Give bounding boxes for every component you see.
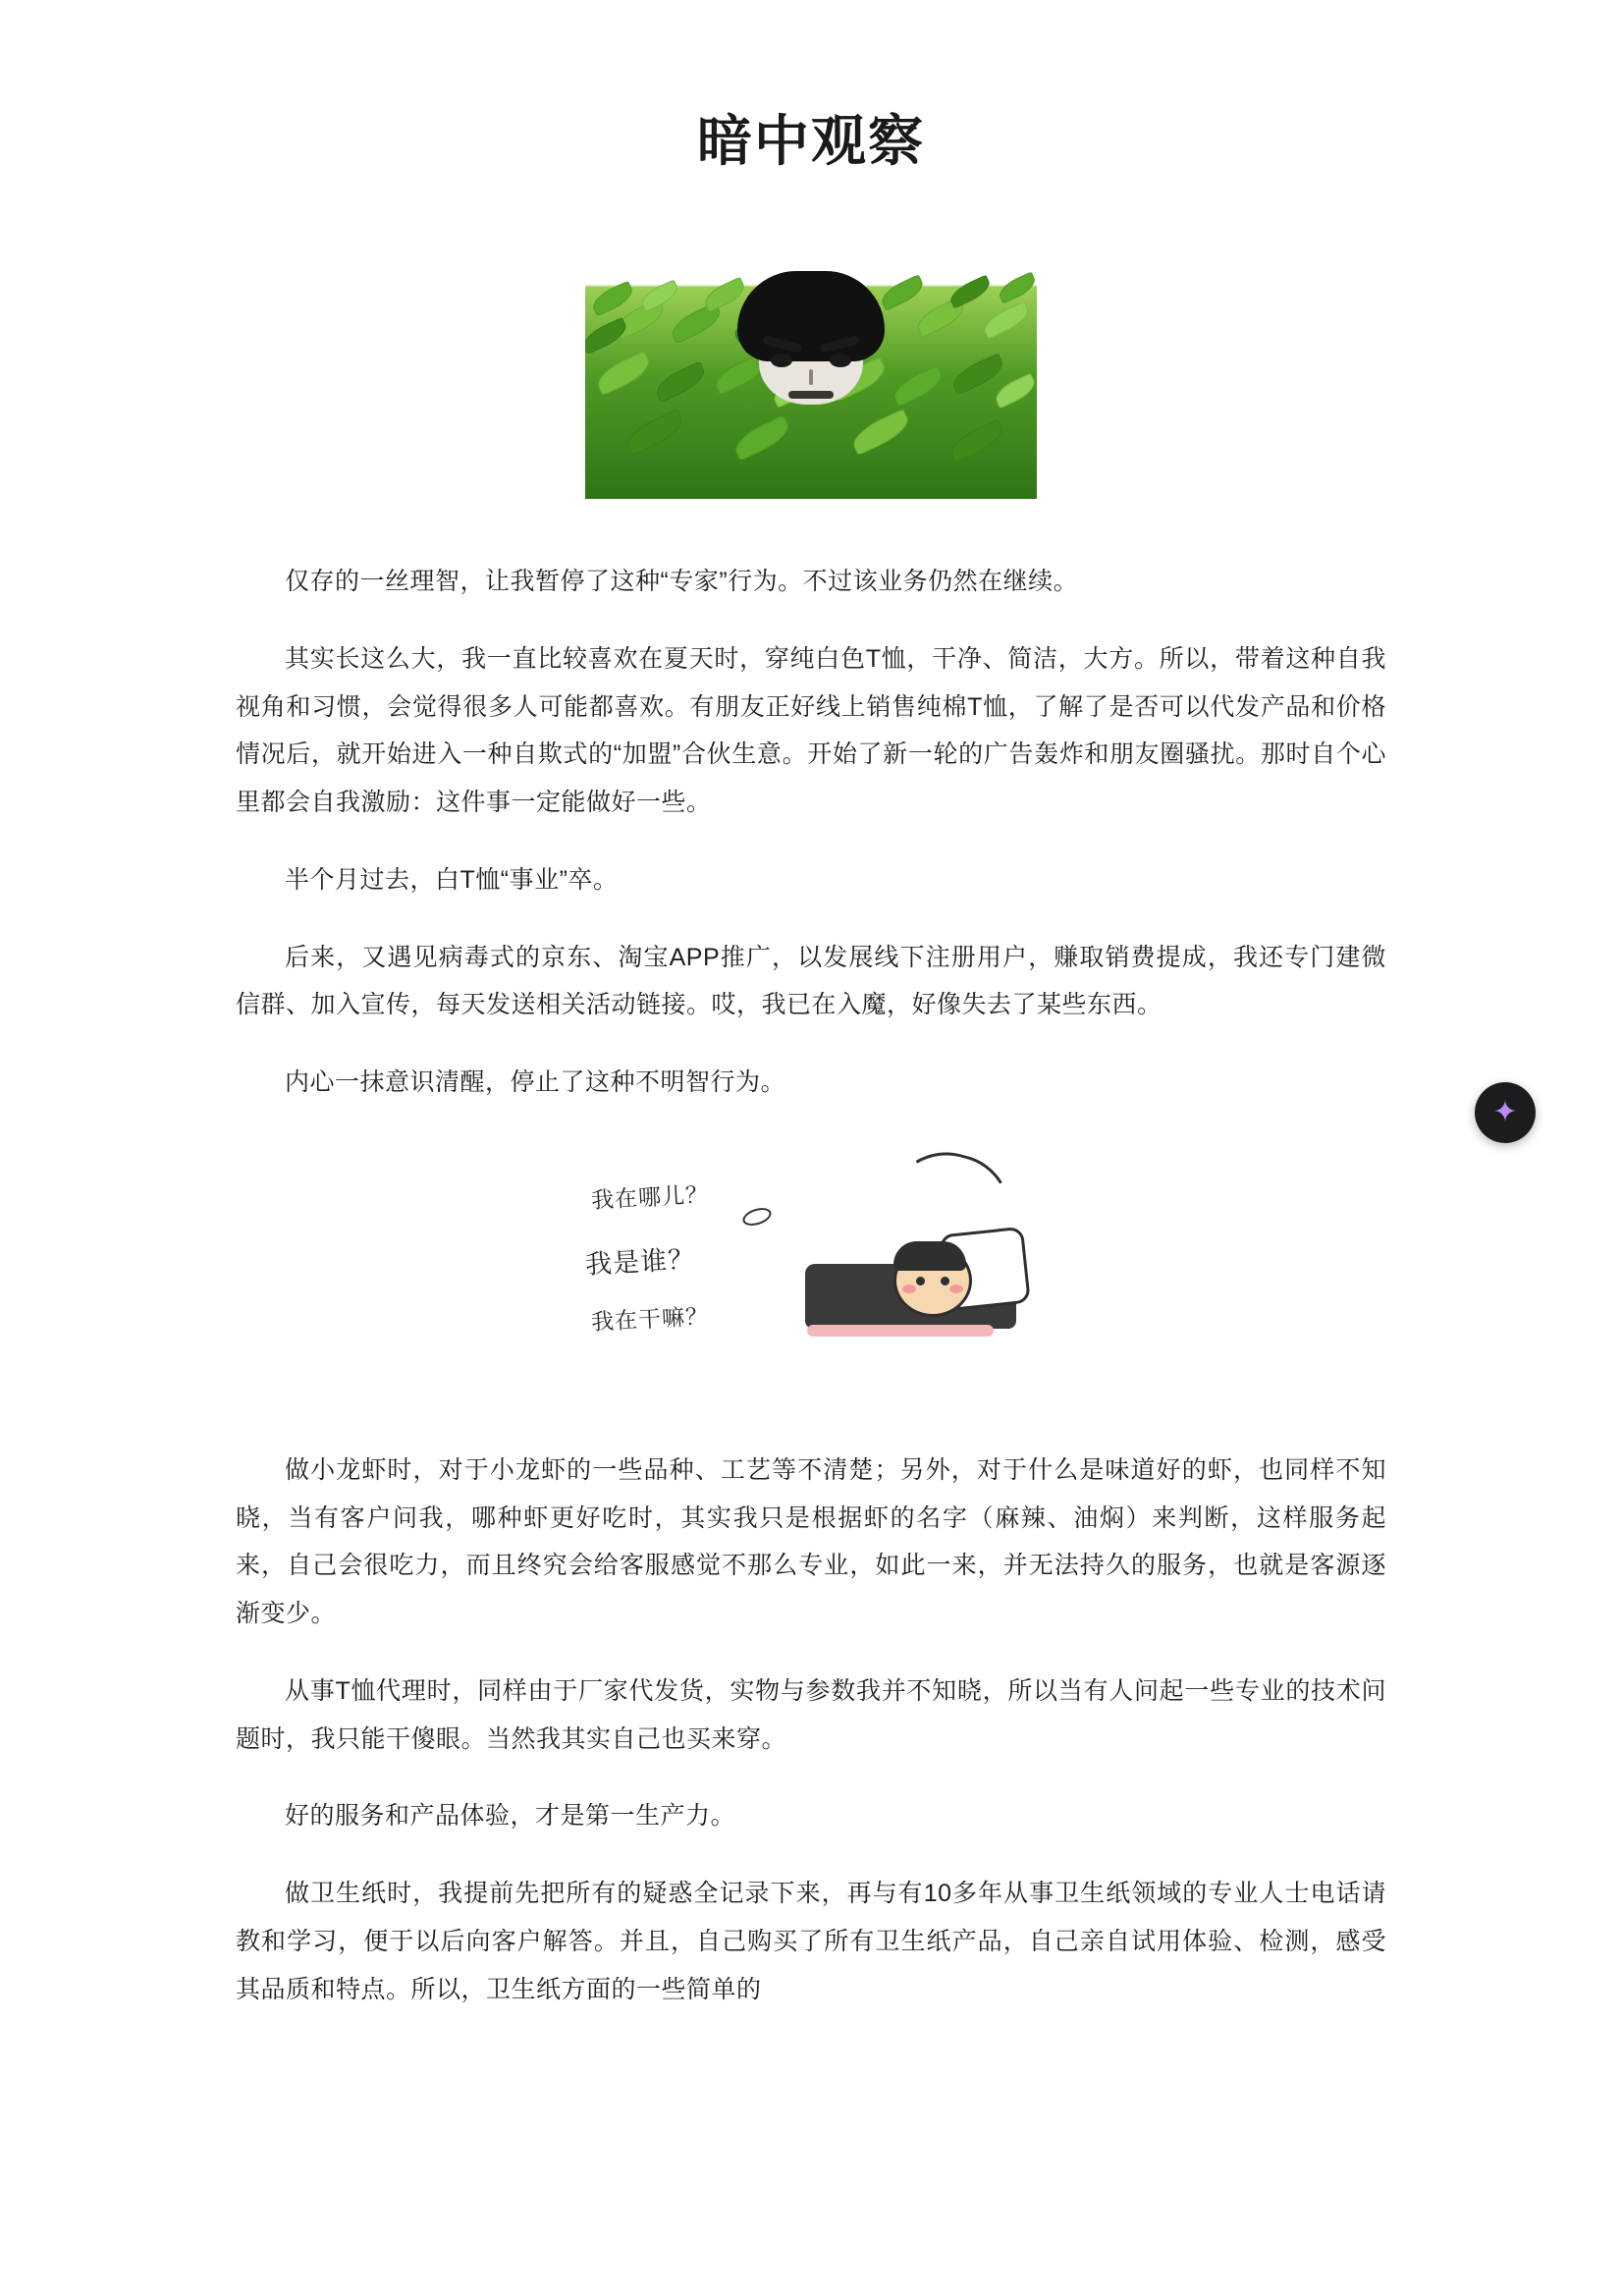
sketch-left-cheek [902, 1285, 916, 1293]
paragraph: 仅存的一丝理智，让我暂停了这种“专家”行为。不过该业务仍然在继续。 [285, 568, 1079, 595]
hedge-illustration-figure [0, 224, 1622, 499]
sketch-leaf-doodle [740, 1205, 773, 1229]
sketch-bed [805, 1201, 1031, 1339]
paragraph: 半个月过去，白T恤“事业”卒。 [285, 865, 619, 894]
sketch-text-line-2: 我是谁？ [584, 1243, 696, 1280]
sketch-text-line-3: 我在干嘛？ [590, 1303, 710, 1335]
left-eye [771, 354, 792, 367]
paragraph: 从事T恤代理时，同样由于厂家代发货，实物与参数我并不知晓，所以当有人问起一些专业的技术问题时，我只能干傻眼。当然我其实自己也买来穿。 [236, 1676, 1386, 1753]
paragraph: 做小龙虾时，对于小龙虾的一些品种、工艺等不清楚；另外，对于什么是味道好的虾，也同样不知晓，当有客户问我，哪种虾更好吃时，其实我只是根据虾的名字（麻辣、油焖）来判断，这样服务起来，自己会很吃力，而且终究会给客服感觉不那么专业，如此一来，并无法持久的服务，也就是客源逐渐变少。 [236, 1455, 1386, 1627]
page-title: 暗中观察 [697, 110, 925, 172]
sketch-text-line-1: 我在哪儿？ [590, 1181, 710, 1213]
face-hair [737, 271, 885, 361]
assistant-floating-button[interactable] [1475, 1082, 1536, 1143]
right-eye [830, 354, 851, 367]
sketch-hair [893, 1241, 966, 1271]
confused-person-sketch [585, 1154, 1037, 1390]
sketch-right-cheek [949, 1285, 963, 1293]
sketch-illustration-figure [0, 1154, 1622, 1390]
paragraph: 做卫生纸时，我提前先把所有的疑惑全记录下来，再与有10多年从事卫生纸领域的专业人士电话请教和学习，便于以后向客户解答。并且，自己购买了所有卫生纸产品，自己亲自试用体验、检测，感受其品质和特点。所以，卫生纸方面的一些简单的 [236, 1880, 1386, 2003]
sketch-right-eye [941, 1277, 949, 1285]
nose [809, 369, 813, 385]
sketch-head [893, 1244, 972, 1317]
sketch-left-eye [916, 1277, 925, 1285]
sheet-stripe [807, 1325, 994, 1337]
hedge-peeking-image [585, 224, 1037, 499]
mouth [788, 391, 834, 399]
paragraph: 后来，又遇见病毒式的京东、淘宝APP推广，以发展线下注册用户，赚取销费提成，我还专门建微信群、加入宣传，每天发送相关活动链接。哎，我已在入魔，好像失去了某些东西。 [236, 943, 1386, 1019]
paragraph: 内心一抹意识清醒，停止了这种不明智行为。 [285, 1068, 786, 1096]
peeking-face [737, 271, 885, 409]
sparkle-icon: ✦ [1492, 1096, 1518, 1128]
paragraph: 其实长这么大，我一直比较喜欢在夏天时，穿纯白色T恤，干净、简洁，大方。所以，带着这种自我视角和习惯，会觉得很多人可能都喜欢。有朋友正好线上销售纯棉T恤，了解了是否可以代发产品和价格情况后，就开始进入一种自欺式的“加盟”合伙生意。开始了新一轮的广告轰炸和朋友圈骚扰。那时自个心里都会自我激励：这件事一定能做好一些。 [236, 644, 1386, 816]
paragraph: 好的服务和产品体验，才是第一生产力。 [285, 1802, 736, 1831]
